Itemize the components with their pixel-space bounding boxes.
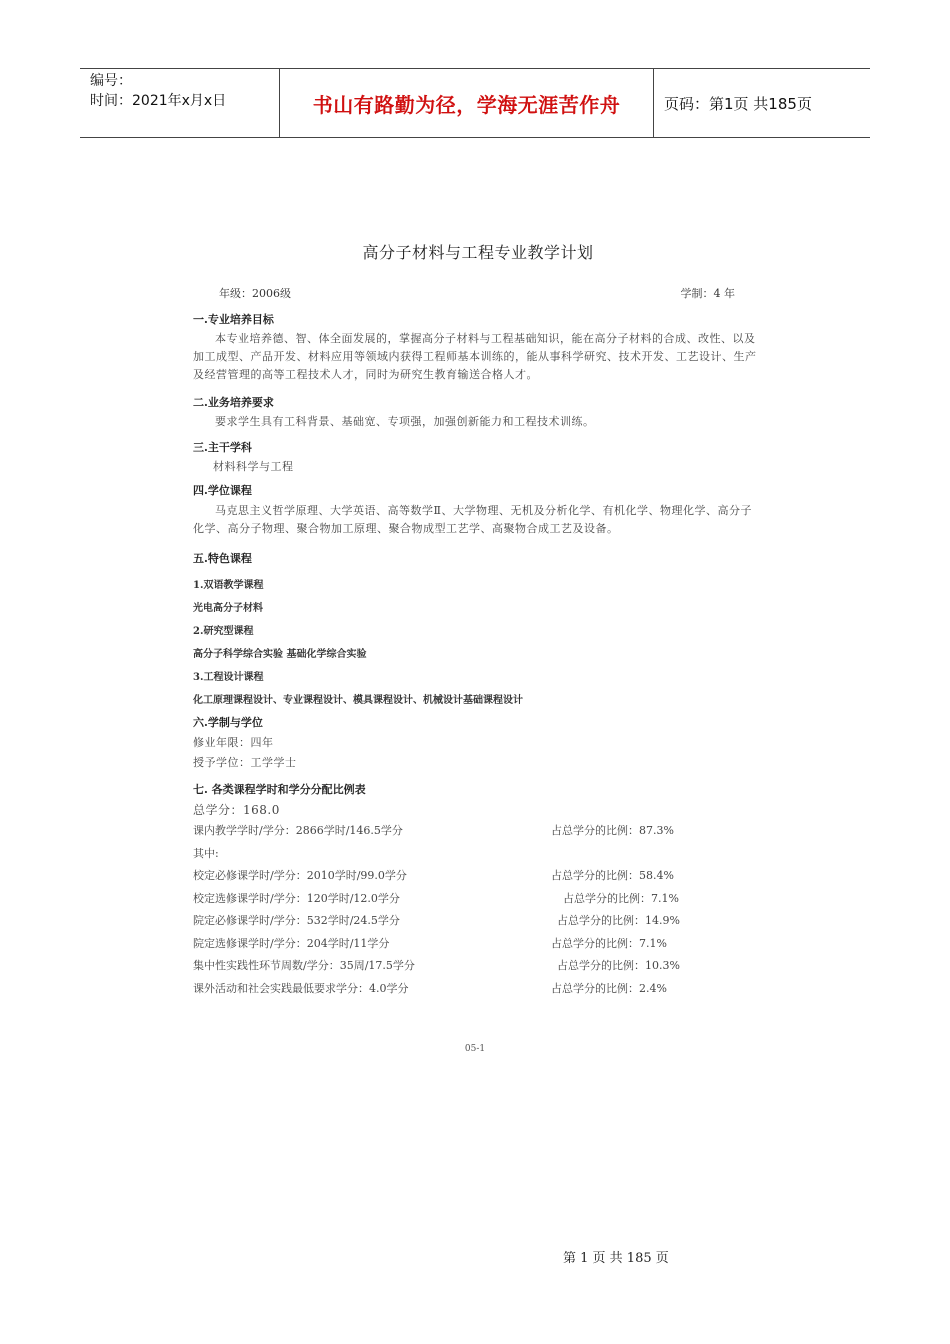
page-header xyxy=(80,68,870,138)
duration-label: 学制：4 年 xyxy=(680,287,735,300)
document-body xyxy=(193,240,763,1000)
section-3-heading: 三.主干学科 xyxy=(193,441,252,454)
section-2-heading: 二.业务培养要求 xyxy=(193,396,274,409)
credit-row-label: 集中性实践性环节周数/学分：35周/17.5学分 xyxy=(193,959,415,972)
credit-row-ratio: 占总学分的比例：7.1% xyxy=(551,936,667,950)
section-6-heading: 六.学制与学位 xyxy=(193,716,263,729)
research-course-heading: 2.研究型课程 xyxy=(193,626,254,637)
total-credits: 总学分：168.0 xyxy=(193,803,280,817)
section-4-text: 马克思主义哲学原理、大学英语、高等数学Ⅱ、大学物理、无机及分析化学、有机化学、物理化学、高分子化学、高分子物理、聚合物加工原理、聚合物成型工艺学、高聚物合成工艺及设备。 xyxy=(193,504,752,535)
header-meta xyxy=(80,69,280,137)
credit-table xyxy=(193,820,763,1000)
credit-row-label: 课内教学学时/学分：2866学时/146.5学分 xyxy=(193,824,403,837)
section-2-text: 要求学生具有工科背景、基础宽、专项强，加强创新能力和工程技术训练。 xyxy=(215,415,595,428)
credit-row-ratio: 占总学分的比例：2.4% xyxy=(551,981,667,995)
inner-page-code: 05-1 xyxy=(464,1044,486,1054)
credit-row-label: 院定必修课学时/学分：532学时/24.5学分 xyxy=(193,914,400,927)
section-3-text: 材料科学与工程 xyxy=(213,460,294,473)
credit-row-label: 课外活动和社会实践最低要求学分：4.0学分 xyxy=(193,981,409,995)
section-1-heading: 一.专业培养目标 xyxy=(193,313,274,326)
credit-row-label: 校定选修课学时/学分：120学时/12.0学分 xyxy=(193,891,400,905)
section-4-heading: 四.学位课程 xyxy=(193,484,252,497)
credit-row xyxy=(193,865,763,888)
document-title: 高分子材料与工程专业教学计划 xyxy=(362,243,594,262)
time-label: 时间：2021年x月x日 xyxy=(90,93,227,109)
credit-row-label: 院定选修课学时/学分：204学时/11学分 xyxy=(193,936,390,950)
credit-row-ratio: 占总学分的比例：87.3% xyxy=(551,824,674,837)
header-page-info: 页码：第1页 共185页 xyxy=(664,94,812,113)
credit-row-ratio: 占总学分的比例：7.1% xyxy=(563,891,679,905)
credit-row xyxy=(193,955,763,978)
engineering-course-heading: 3.工程设计课程 xyxy=(193,672,264,683)
engineering-course-text: 化工原理课程设计、专业课程设计、模具课程设计、机械设计基础课程设计 xyxy=(193,695,523,706)
grade-label: 年级：2006级 xyxy=(219,287,291,300)
credit-row xyxy=(193,888,763,911)
degree-awarded: 授予学位：工学学士 xyxy=(193,756,297,769)
section-5-heading: 五.特色课程 xyxy=(193,552,252,565)
footer-page-number: 第 1 页 共 185 页 xyxy=(563,1251,669,1266)
meta-row xyxy=(193,285,763,301)
credit-row-ratio: 占总学分的比例：10.3% xyxy=(557,959,680,972)
credit-row-label: 校定必修课学时/学分：2010学时/99.0学分 xyxy=(193,869,407,882)
bilingual-course-heading: 1.双语教学课程 xyxy=(193,580,264,591)
credit-row xyxy=(193,978,763,1001)
credit-row xyxy=(193,933,763,956)
credit-row xyxy=(193,910,763,933)
credit-row-ratio: 占总学分的比例：14.9% xyxy=(557,914,680,927)
credit-row xyxy=(193,843,763,866)
section-1-text: 本专业培养德、智、体全面发展的，掌握高分子材料与工程基础知识，能在高分子材料的合成、改性、以及加工成型、产品开发、材料应用等领域内获得工程师基本训练的，能从事科学研究、技术开发、工艺设计、生产及经营管理的高等工程技术人才，同时为研究生教育输送合格人才。 xyxy=(193,332,757,381)
credit-row-label: 其中: xyxy=(193,846,219,860)
bilingual-course-text: 光电高分子材料 xyxy=(193,603,263,614)
number-label: 编号： xyxy=(90,73,132,89)
section-7-heading: 七. 各类课程学时和学分分配比例表 xyxy=(193,783,366,796)
header-motto: 书山有路勤为径，学海无涯苦作舟 xyxy=(280,69,654,137)
study-years: 修业年限：四年 xyxy=(193,736,274,749)
credit-row-ratio: 占总学分的比例：58.4% xyxy=(551,869,674,882)
credit-row xyxy=(193,820,763,843)
credit-row-ratio xyxy=(551,843,763,866)
research-course-text: 高分子科学综合实验 基础化学综合实验 xyxy=(193,649,367,660)
